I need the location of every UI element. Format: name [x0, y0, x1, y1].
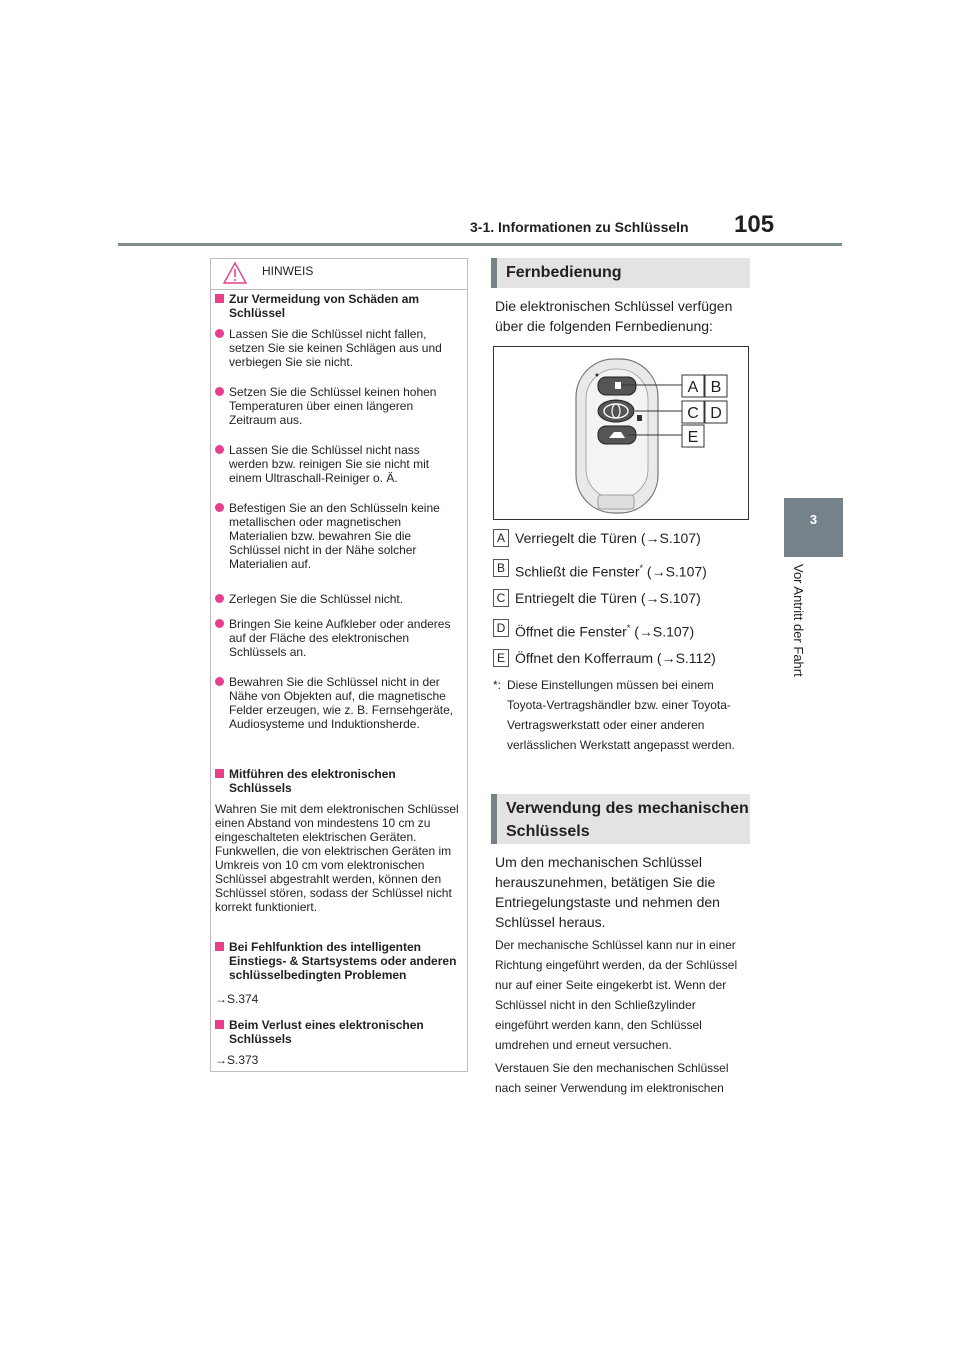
list-item: A Verriegelt die Türen (→S.107): [493, 529, 701, 547]
paragraph: Der mechanische Schlüssel kann nur in einer Richtung eingeführt werden, da der Schlüssel nur auf einer Seite eingekerbt ist. Wenn der Schlüssel nicht in den Schließzylinder eingeführt werden kann, den Schlüssel umdrehen und erneut versuchen.: [495, 938, 738, 1052]
footnote-text: Diese Einstellungen müssen bei einem Toyota-Vertragshändler bzw. einer Toyota-Vertragswerkstatt oder einer anderen verlässlichen Werkstatt angepasst werden.: [507, 678, 735, 752]
circle-bullet-icon: [215, 387, 224, 396]
notice-bullet: Bringen Sie keine Aufkleber oder anderes auf der Fläche des elektronischen Schlüssels an.: [215, 617, 461, 659]
notice-bullet: Zerlegen Sie die Schlüssel nicht.: [215, 592, 461, 606]
chapter-tab: [784, 498, 843, 557]
section-intro: Um den mechanischen Schlüssel herauszunehmen, betätigen Sie die Entriegelungstaste und nehmen den Schlüssel heraus.: [495, 854, 720, 930]
paragraph: Verstauen Sie den mechanischen Schlüssel nach seiner Verwendung im elektronischen: [495, 1061, 729, 1095]
item-key: E: [493, 649, 509, 667]
item-key: A: [493, 529, 509, 547]
callout-b: B: [710, 379, 722, 396]
notice-heading: Bei Fehlfunktion des intelligenten Einstiegs- & Startsystems oder anderen schlüsselbedingten Problemen: [215, 940, 461, 982]
notice-header: [211, 259, 467, 290]
chapter-number: 3: [809, 512, 818, 527]
item-key: C: [493, 589, 509, 607]
warning-icon: [222, 261, 248, 285]
list-item: B Schließt die Fenster* (→S.107): [493, 559, 707, 577]
notice-heading: Zur Vermeidung von Schäden am Schlüssel: [215, 292, 461, 320]
header-rule: [118, 243, 842, 246]
section-heading-fernbedienung: Fernbedienung: [491, 258, 750, 288]
list-item: C Entriegelt die Türen (→S.107): [493, 589, 701, 607]
square-bullet-icon: [215, 769, 224, 778]
callout-d: D: [710, 405, 722, 422]
notice-bullet: Setzen Sie die Schlüssel keinen hohen Temperaturen über einen längeren Zeitraum aus.: [215, 385, 461, 427]
notice-heading: Mitführen des elektronischen Schlüssels: [215, 767, 461, 795]
circle-bullet-icon: [215, 594, 224, 603]
footnote: [493, 675, 750, 755]
circle-bullet-icon: [215, 677, 224, 686]
notice-paragraph: Wahren Sie mit dem elektronischen Schlüssel einen Abstand von mindestens 10 cm zu eingeschalteten elektrischen Geräten. Funkwellen, die von elektrischen Geräten im Umkreis von 10 cm vom elektronischen Schlüssel abgestrahlt werden, können den Schlüssel stören, sodass der Schlüssel nicht korrekt funktioniert.: [215, 802, 459, 914]
footnote-mark: *:: [493, 678, 502, 692]
square-bullet-icon: [215, 294, 224, 303]
square-bullet-icon: [215, 1020, 224, 1029]
section-intro: Die elektronischen Schlüssel verfügen über die folgenden Fernbedienung:: [495, 298, 733, 334]
section-title: 3-1. Informationen zu Schlüsseln: [470, 219, 689, 235]
notice-bullet: Bewahren Sie die Schlüssel nicht in der Nähe von Objekten auf, die magnetische Felder erzeugen, wie z. B. Fernsehgeräte, Audiosysteme und Induktionsherde.: [215, 675, 461, 731]
callout-c: C: [687, 405, 699, 422]
chapter-title: Vor Antritt der Fahrt: [791, 564, 806, 677]
page-number: 105: [734, 211, 775, 238]
page-reference: →S.373: [215, 1053, 259, 1067]
item-key: B: [493, 559, 509, 577]
callout-e: E: [687, 429, 699, 446]
notice-bullet: Befestigen Sie an den Schlüsseln keine metallischen oder magnetischen Materialien bzw. bewahren Sie die Schlüssel nicht in der Nähe solcher Materialien auf.: [215, 501, 461, 571]
callout-a: A: [687, 379, 699, 396]
list-item: E Öffnet den Kofferraum (→S.112): [493, 649, 716, 667]
notice-bullet: Lassen Sie die Schlüssel nicht fallen, setzen Sie sie keinen Schlägen aus und verbiegen Sie sie nicht.: [215, 327, 461, 369]
list-item: D Öffnet die Fenster* (→S.107): [493, 619, 694, 637]
circle-bullet-icon: [215, 329, 224, 338]
circle-bullet-icon: [215, 619, 224, 628]
circle-bullet-icon: [215, 503, 224, 512]
key-illustration-frame: [493, 346, 749, 520]
item-key: D: [493, 619, 509, 637]
remote-key-illustration: [494, 347, 748, 519]
notice-bullet: Lassen Sie die Schlüssel nicht nass werden bzw. reinigen Sie sie nicht mit einem Ultraschall-Reiniger o. Ä.: [215, 443, 461, 485]
square-bullet-icon: [215, 942, 224, 951]
notice-label: HINWEIS: [262, 264, 314, 278]
page-reference: →S.374: [215, 992, 259, 1006]
notice-heading: Beim Verlust eines elektronischen Schlüssels: [215, 1018, 461, 1046]
section-heading-mechanical-key: Verwendung des mechanischen Schlüssels: [491, 794, 750, 844]
circle-bullet-icon: [215, 445, 224, 454]
